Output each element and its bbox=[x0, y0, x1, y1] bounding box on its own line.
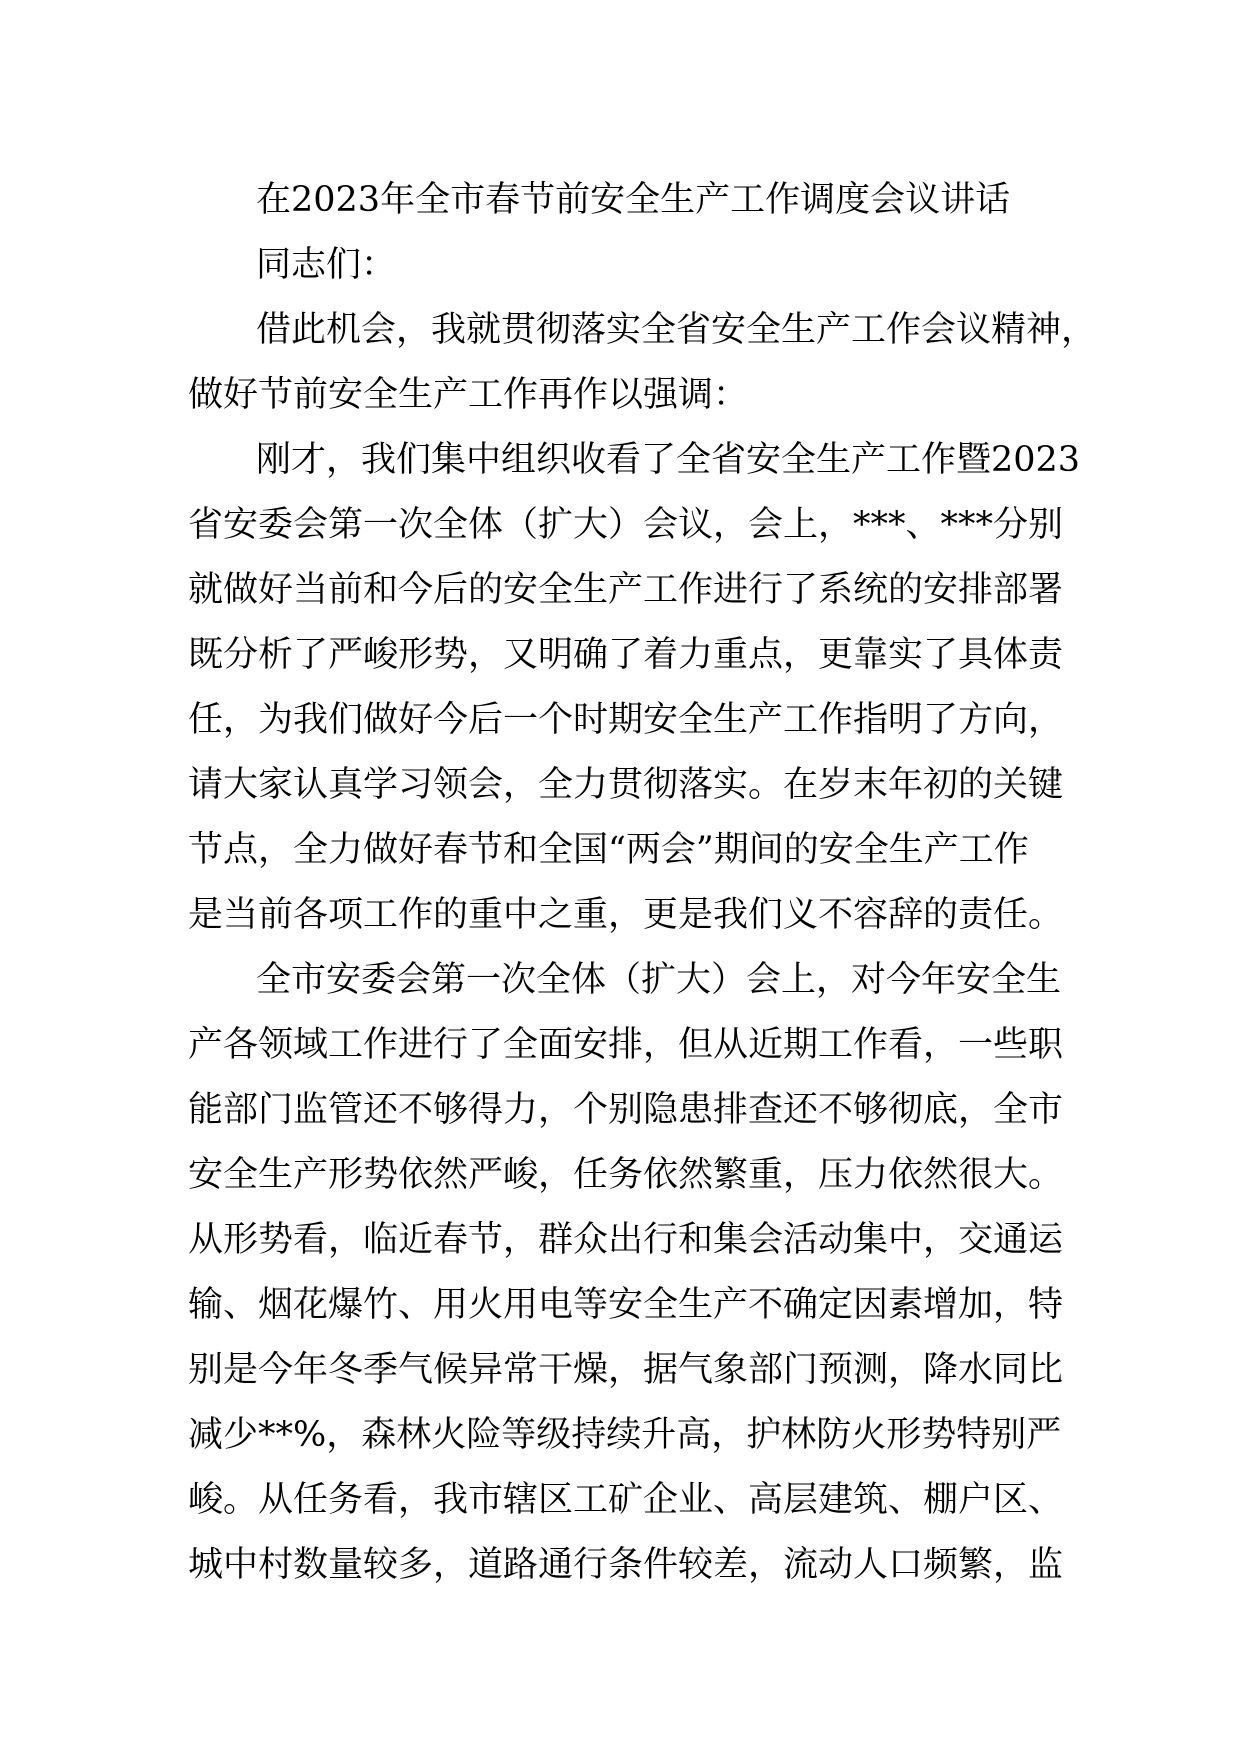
paragraph-line: 任，为我们做好今后一个时期安全生产工作指明了方向， bbox=[188, 700, 1064, 740]
salutation: 同志们： bbox=[256, 245, 397, 285]
paragraph-line: 省安委会第一次全体（扩大）会议，会上，***、***分别 bbox=[188, 505, 1064, 545]
paragraph-line: 就做好当前和今后的安全生产工作进行了系统的安排部署 bbox=[188, 570, 1064, 610]
paragraph-line: 从形势看，临近春节，群众出行和集会活动集中，交通运 bbox=[188, 1220, 1064, 1260]
paragraph-1 bbox=[188, 298, 1097, 428]
paragraph-line: 能部门监管还不够得力，个别隐患排查还不够彻底，全市 bbox=[188, 1090, 1064, 1130]
document-body bbox=[188, 168, 1097, 1598]
paragraph-line: 产各领域工作进行了全面安排，但从近期工作看，一些职 bbox=[188, 1025, 1064, 1065]
paragraph-line: 安全生产形势依然严峻，任务依然繁重，压力依然很大。 bbox=[188, 1155, 1064, 1195]
paragraph-line: 城中村数量较多，道路通行条件较差，流动人口频繁，监 bbox=[188, 1545, 1064, 1585]
paragraph-line: 减少**%，森林火险等级持续升高，护林防火形势特别严 bbox=[188, 1415, 1062, 1455]
paragraph-line: 节点，全力做好春节和全国“两会”期间的安全生产工作 bbox=[188, 830, 1029, 870]
paragraph-line: 是当前各项工作的重中之重，更是我们义不容辞的责任。 bbox=[188, 895, 1064, 935]
paragraph-line: 别是今年冬季气候异常干燥，据气象部门预测，降水同比 bbox=[188, 1350, 1064, 1390]
document-title: 在2023年全市春节前安全生产工作调度会议讲话 bbox=[256, 180, 1011, 220]
paragraph-2 bbox=[188, 428, 1088, 948]
paragraph-3 bbox=[188, 948, 1088, 1598]
paragraph-line: 既分析了严峻形势，又明确了着力重点，更靠实了具体责 bbox=[188, 635, 1064, 675]
paragraph-line: 峻。从任务看，我市辖区工矿企业、高层建筑、棚户区、 bbox=[188, 1480, 1064, 1520]
paragraph-line: 刚才，我们集中组织收看了全省安全生产工作暨2023 bbox=[256, 440, 1081, 480]
paragraph-line: 借此机会，我就贯彻落实全省安全生产工作会议精神， bbox=[256, 310, 1097, 350]
paragraph-line: 输、烟花爆竹、用火用电等安全生产不确定因素增加，特 bbox=[188, 1285, 1064, 1325]
paragraph-line: 全市安委会第一次全体（扩大）会上，对今年安全生 bbox=[256, 960, 1062, 1000]
paragraph-line: 做好节前安全生产工作再作以强调： bbox=[188, 375, 749, 415]
paragraph-line: 请大家认真学习领会，全力贯彻落实。在岁末年初的关键 bbox=[188, 765, 1064, 805]
